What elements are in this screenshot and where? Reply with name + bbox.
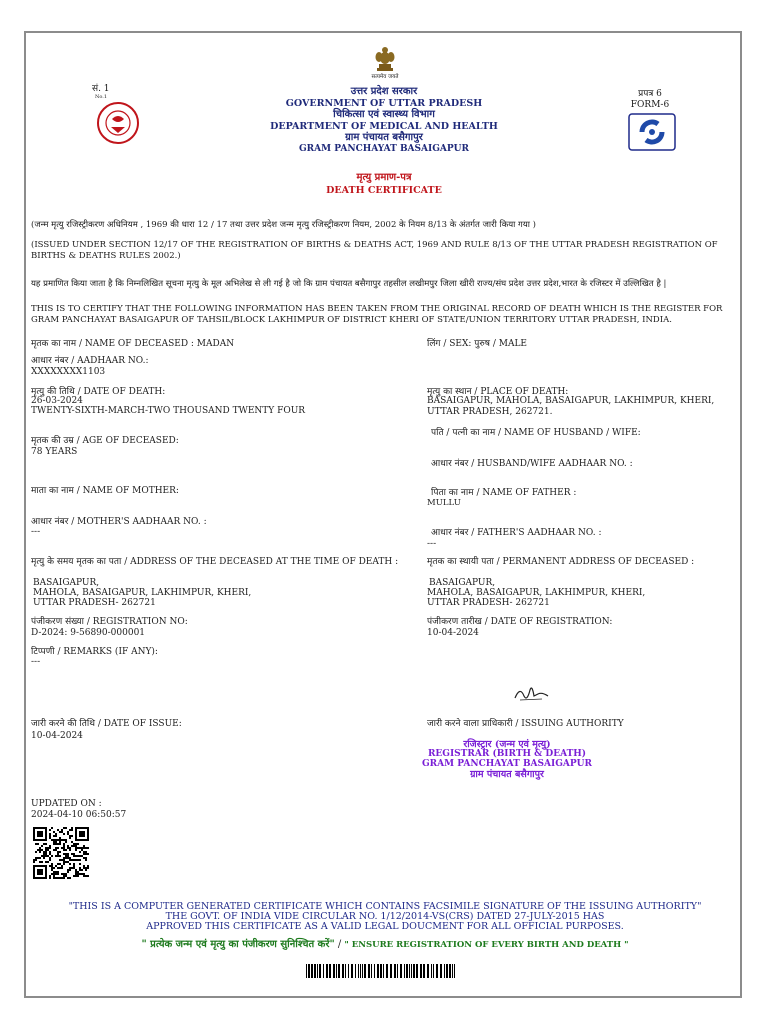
gov-title-english: GOVERNMENT OF UTTAR PRADESH <box>285 98 483 109</box>
form-number-hindi: प्रपत्र 6 <box>638 89 662 99</box>
deceased-name: मृतक का नाम / NAME OF DECEASED : MADAN <box>31 339 235 349</box>
serial-number-sub: No.1 <box>95 94 108 100</box>
date-of-death-value: 26-03-2024 <box>31 396 83 406</box>
remarks-label: टिप्पणी / REMARKS (IF ANY): <box>31 647 158 657</box>
qr-code-icon <box>33 827 89 879</box>
place-of-death-value: BASAIGAPUR, MAHOLA, BASAIGAPUR, LAKHIMPUR, KHERI, UTTAR PRADESH, 262721. <box>427 396 715 417</box>
barcode-icon <box>306 963 458 977</box>
husband-wife-name-label: पति / पत्नी का नाम / NAME OF HUSBAND / WIFE: <box>431 428 641 438</box>
crs-logo-icon <box>628 113 676 151</box>
registration-no-label: पंजीकरण संख्या / REGISTRATION NO: <box>31 617 188 627</box>
issuing-authority-label: जारी करने वाला प्राधिकारी / ISSUING AUTHORITY <box>427 719 624 729</box>
registration-date-value: 10-04-2024 <box>427 628 479 638</box>
certificate-title-hindi: मृत्यु प्रमाण-पत्र <box>356 172 412 183</box>
permanent-address-label: मृतक का स्थायी पता / PERMANENT ADDRESS OF DECEASED : <box>427 557 695 567</box>
registrar-signature <box>512 682 552 704</box>
gov-title-hindi: उत्तर प्रदेश सरकार <box>350 86 418 97</box>
form-number-english: FORM-6 <box>630 100 670 110</box>
gram-panchayat-hindi: ग्राम पंचायत बसैगापुर <box>345 132 423 143</box>
mother-aadhaar-value: --- <box>31 527 41 537</box>
dept-title-english: DEPARTMENT OF MEDICAL AND HEALTH <box>270 121 498 132</box>
certificate-title-english: DEATH CERTIFICATE <box>326 185 442 196</box>
aadhaar-value: XXXXXXXX1103 <box>31 367 106 377</box>
father-name-value: MULLU <box>427 498 461 508</box>
address-at-death-line1: BASAIGAPUR, <box>33 578 100 588</box>
address-at-death-line3: UTTAR PRADESH- 262721 <box>33 598 156 608</box>
sex-field: लिंग / SEX: पुरुष / MALE <box>427 339 528 349</box>
slogan-line <box>40 939 730 951</box>
father-aadhaar-value: --- <box>427 539 437 549</box>
circular-note: THE GOVT. OF INDIA VIDE CIRCULAR NO. 1/12/2014-VS(CRS) DATED 27-JULY-2015 HAS <box>165 911 605 922</box>
slogan-hindi: " प्रत्येक जन्म एवं मृत्यु का पंजीकरण सुनिश्चित करें" <box>141 939 335 950</box>
remarks-value: --- <box>31 657 41 667</box>
registrar-gp-hindi: ग्राम पंचायत बसैगापुर <box>470 769 544 780</box>
date-of-issue-label: जारी करने की तिथि / DATE OF ISSUE: <box>31 719 182 729</box>
computer-generated-note: "THIS IS A COMPUTER GENERATED CERTIFICATE WHICH CONTAINS FACSIMILE SIGNATURE OF THE ISSUING AUTHORITY" <box>68 901 702 912</box>
husband-wife-aadhaar-label: आधार नंबर / HUSBAND/WIFE AADHAAR NO. : <box>431 459 633 469</box>
age-label: मृतक की उम्र / AGE OF DECEASED: <box>31 436 179 446</box>
registrar-title-hindi: रजिस्ट्रार (जन्म एवं मृत्यु) <box>463 739 551 750</box>
updated-on-label: UPDATED ON : <box>31 799 102 809</box>
aadhaar-label: आधार नंबर / AADHAAR NO.: <box>31 356 149 366</box>
age-value: 78 YEARS <box>31 447 78 457</box>
emblem-motto: सत्यमेव जयते <box>371 74 399 80</box>
slogan-english: " ENSURE REGISTRATION OF EVERY BIRTH AND DEATH " <box>344 940 629 950</box>
date-of-death-words: TWENTY-SIXTH-MARCH-TWO THOUSAND TWENTY FOUR <box>31 406 306 416</box>
registrar-gp-english: GRAM PANCHAYAT BASAIGAPUR <box>422 759 592 769</box>
mother-aadhaar-label: आधार नंबर / MOTHER'S AADHAAR NO. : <box>31 517 207 527</box>
date-of-death-label: मृत्यु की तिथि / DATE OF DEATH: <box>31 387 166 397</box>
issued-under-hindi: (जन्म मृत्यु रजिस्ट्रीकरण अधिनियम , 1969 की धारा 12 / 17 तथा उत्तर प्रदेश जन्म मृत्यु रजिस्ट्रीकरण नियम, 2002 के नियम 8/13 के अंतर्गत जारी किया गया ) <box>31 220 536 230</box>
validity-note: APPROVED THIS CERTIFICATE AS A VALID LEGAL DOUCMENT FOR ALL OFFICIAL PURPOSES. <box>146 921 624 932</box>
serial-number: सं. 1 <box>92 84 110 94</box>
slogan-separator: / <box>337 939 342 950</box>
place-of-death-label: मृत्यु का स्थान / PLACE OF DEATH: <box>427 387 569 397</box>
mother-name-label: माता का नाम / NAME OF MOTHER: <box>31 486 179 496</box>
registration-no-value: D-2024: 9-56890-000001 <box>31 628 146 638</box>
father-aadhaar-label: आधार नंबर / FATHER'S AADHAAR NO. : <box>431 528 602 538</box>
certify-statement-english: THIS IS TO CERTIFY THAT THE FOLLOWING INFORMATION HAS BEEN TAKEN FROM THE ORIGINAL RECORD OF DEATH WHICH IS THE REGISTER FOR GRAM PANCHAYAT BASAIGAPUR OF TAHSIL/BLOCK LAKHIMPUR OF DISTRICT KHERI OF STATE/UNION TERRITORY UTTAR PRADESH, INDIA. <box>31 304 723 325</box>
permanent-address-line2: MAHOLA, BASAIGAPUR, LAKHIMPUR, KHERI, <box>427 588 646 598</box>
father-name-label: पिता का नाम / NAME OF FATHER : <box>431 488 577 498</box>
registrar-title-english: REGISTRAR (BIRTH & DEATH) <box>427 749 587 759</box>
issued-under-english: (ISSUED UNDER SECTION 12/17 OF THE REGISTRATION OF BIRTHS & DEATHS ACT, 1969 AND RULE 8/13 OF THE UTTAR PRADESH REGISTRATION OF BIRTHS & DEATHS RULES 2002.) <box>31 240 718 261</box>
address-at-death-line2: MAHOLA, BASAIGAPUR, LAKHIMPUR, KHERI, <box>33 588 252 598</box>
permanent-address-line3: UTTAR PRADESH- 262721 <box>427 598 550 608</box>
updated-on-value: 2024-04-10 06:50:57 <box>31 810 127 820</box>
state-emblem-icon <box>370 42 400 74</box>
address-at-death-label: मृत्यु के समय मृतक का पता / ADDRESS OF THE DECEASED AT THE TIME OF DEATH : <box>31 557 399 567</box>
up-government-seal-icon <box>92 101 144 145</box>
registration-date-label: पंजीकरण तारीख / DATE OF REGISTRATION: <box>427 617 613 627</box>
gram-panchayat-english: GRAM PANCHAYAT BASAIGAPUR <box>299 144 469 154</box>
dept-title-hindi: चिकित्सा एवं स्वास्थ्य विभाग <box>333 109 435 120</box>
permanent-address-line1: BASAIGAPUR, <box>429 578 496 588</box>
date-of-issue-value: 10-04-2024 <box>31 731 83 741</box>
certify-statement-hindi: यह प्रमाणित किया जाता है कि निम्नलिखित सूचना मृत्यु के मूल अभिलेख से ली गई है जो कि ग्राम पंचायत बसैगापुर तहसील लखीमपुर जिला खीरी राज्य/संघ प्रदेश उत्तर प्रदेश,भारत के रजिस्टर में उल्लिखित है | <box>31 279 667 289</box>
